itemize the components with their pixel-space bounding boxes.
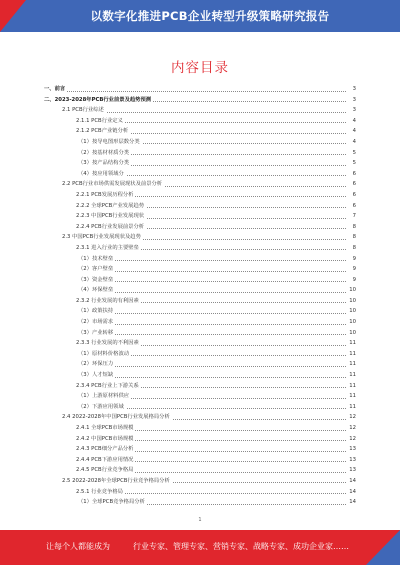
toc-entry-label: 2.1 PCB行业综述: [62, 105, 106, 116]
toc-entry-label: （4）环保壁垒: [78, 285, 115, 296]
toc-entry[interactable]: [44, 317, 356, 328]
toc-entry-label: 2.3 中国PCB行业发展现状及趋势: [62, 232, 143, 243]
toc-entry-page: 13: [346, 444, 356, 455]
toc-entry[interactable]: [44, 95, 356, 106]
toc-entry[interactable]: [44, 126, 356, 137]
toc-entry[interactable]: [44, 254, 356, 265]
toc-entry[interactable]: [44, 402, 356, 413]
toc-leader-dots: [78, 377, 348, 378]
toc-entry-label: 2.2.4 PCB行业发展前景分析: [76, 222, 146, 233]
toc-entry-label: 2.1.2 PCB产业链分析: [76, 126, 130, 137]
toc-entry[interactable]: [44, 465, 356, 476]
toc-entry-page: 10: [346, 285, 356, 296]
toc-entry-page: 10: [346, 296, 356, 307]
toc-entry[interactable]: [44, 306, 356, 317]
toc-entry-page: 11: [346, 359, 356, 370]
toc-entry-page: 6: [346, 190, 356, 201]
toc-entry[interactable]: [44, 169, 356, 180]
toc-entry[interactable]: [44, 455, 356, 466]
toc-entry[interactable]: [44, 412, 356, 423]
toc-entry-label: 2.3.3 行业发展的不利因素: [76, 338, 141, 349]
toc-entry[interactable]: [44, 444, 356, 455]
toc-leader-dots: [78, 366, 348, 367]
toc-entry[interactable]: [44, 285, 356, 296]
toc-entry-label: 2.2.3 中国PCB行业发展现状: [76, 211, 146, 222]
table-of-contents: [44, 84, 356, 508]
toc-entry-label: （1）上游原材料供应: [78, 391, 131, 402]
toc-entry-page: 5: [346, 148, 356, 159]
toc-entry-page: 11: [346, 402, 356, 413]
toc-entry-page: 10: [346, 306, 356, 317]
toc-entry-label: （2）市场需求: [78, 317, 115, 328]
toc-entry-page: 10: [346, 317, 356, 328]
toc-entry-page: 12: [346, 412, 356, 423]
toc-entry-page: 8: [346, 243, 356, 254]
toc-entry-page: 3: [346, 84, 356, 95]
toc-entry[interactable]: [44, 201, 356, 212]
toc-entry[interactable]: [44, 148, 356, 159]
footer-blue-corner: [366, 530, 400, 565]
toc-leader-dots: [78, 324, 348, 325]
header-red-corner: [0, 0, 26, 32]
toc-entry[interactable]: [44, 84, 356, 95]
toc-entry[interactable]: [44, 179, 356, 190]
toc-leader-dots: [78, 334, 348, 335]
toc-entry-label: （1）按导电图形层数分类: [78, 137, 142, 148]
footer-slogan-right: 行业专家、管理专家、营销专家、战略专家、成功企业家……: [133, 542, 349, 551]
toc-entry[interactable]: [44, 190, 356, 201]
toc-entry-label: （2）环保压力: [78, 359, 115, 370]
toc-entry-label: 2.2.2 全球PCB产业发展趋势: [76, 201, 146, 212]
toc-entry[interactable]: [44, 476, 356, 487]
toc-entry-page: 8: [346, 232, 356, 243]
toc-entry-label: （1）原材料价格波动: [78, 349, 131, 360]
toc-entry-label: 二、2023-2028年PCB行业前景及趋势预测: [44, 95, 153, 106]
toc-entry-page: 4: [346, 137, 356, 148]
toc-entry[interactable]: [44, 434, 356, 445]
toc-entry-page: 14: [346, 476, 356, 487]
toc-leader-dots: [78, 313, 348, 314]
toc-leader-dots: [78, 281, 348, 282]
toc-entry[interactable]: [44, 423, 356, 434]
toc-entry[interactable]: [44, 137, 356, 148]
toc-entry-label: （1）政策扶持: [78, 306, 115, 317]
toc-entry[interactable]: [44, 232, 356, 243]
toc-entry-label: 2.4.4 PCB下游应用情况: [76, 455, 135, 466]
toc-entry-label: （2）客户壁垒: [78, 264, 115, 275]
toc-entry[interactable]: [44, 264, 356, 275]
toc-entry-label: 2.4.2 中国PCB市场规模: [76, 434, 135, 445]
toc-entry[interactable]: [44, 370, 356, 381]
toc-entry-label: 一、前言: [44, 84, 67, 95]
toc-entry[interactable]: [44, 275, 356, 286]
toc-entry-label: 2.2.1 PCB发展历程分析: [76, 190, 135, 201]
toc-entry[interactable]: [44, 381, 356, 392]
toc-entry-page: 13: [346, 465, 356, 476]
toc-entry[interactable]: [44, 116, 356, 127]
toc-entry[interactable]: [44, 222, 356, 233]
toc-entry-page: 9: [346, 275, 356, 286]
toc-entry-page: 11: [346, 391, 356, 402]
toc-entry-page: 9: [346, 264, 356, 275]
toc-entry[interactable]: [44, 349, 356, 360]
toc-entry[interactable]: [44, 296, 356, 307]
toc-entry-page: 11: [346, 338, 356, 349]
toc-entry[interactable]: [44, 497, 356, 508]
toc-entry-page: 6: [346, 169, 356, 180]
toc-entry[interactable]: [44, 211, 356, 222]
toc-entry-label: （3）产业转移: [78, 328, 115, 339]
toc-entry-label: 2.4 2022-2028年中国PCB行业发展格局分析: [62, 412, 172, 423]
toc-entry-page: 4: [346, 126, 356, 137]
toc-leader-dots: [44, 91, 348, 92]
toc-entry-label: （4）按应用领域分: [78, 169, 126, 180]
toc-entry-page: 6: [346, 201, 356, 212]
toc-entry-label: （3）按产品结构分类: [78, 158, 131, 169]
toc-entry[interactable]: [44, 243, 356, 254]
toc-entry-page: 5: [346, 158, 356, 169]
toc-entry-label: 2.5.1 行业竞争格局: [76, 487, 125, 498]
toc-entry-page: 10: [346, 328, 356, 339]
toc-entry-page: 14: [346, 497, 356, 508]
toc-entry-page: 7: [346, 211, 356, 222]
toc-entry-page: 3: [346, 95, 356, 106]
footer-slogan-left: 让每个人都能成为: [46, 542, 110, 551]
toc-entry-label: 2.5 2022-2028年全球PCB行业竞争格局分析: [62, 476, 172, 487]
toc-entry-page: 11: [346, 381, 356, 392]
toc-entry-label: 2.4.5 PCB行业竞争格局: [76, 465, 135, 476]
toc-entry-label: （3）人才短缺: [78, 370, 115, 381]
toc-entry-page: 11: [346, 349, 356, 360]
toc-entry-label: （2）按基材材质分类: [78, 148, 131, 159]
toc-entry-label: （1）技术壁垒: [78, 254, 115, 265]
toc-entry-page: 11: [346, 370, 356, 381]
toc-entry-page: 12: [346, 423, 356, 434]
page-number: 1: [198, 517, 202, 523]
toc-entry-page: 13: [346, 455, 356, 466]
toc-entry[interactable]: [44, 338, 356, 349]
toc-entry[interactable]: [44, 391, 356, 402]
toc-leader-dots: [78, 260, 348, 261]
toc-entry-label: 2.3.4 PCB行业上下游关系: [76, 381, 141, 392]
toc-entry-label: 2.4.1 全球PCB市场规模: [76, 423, 135, 434]
toc-entry[interactable]: [44, 105, 356, 116]
toc-entry-label: 2.1.1 PCB行业定义: [76, 116, 125, 127]
toc-entry-page: 4: [346, 116, 356, 127]
toc-entry-page: 14: [346, 487, 356, 498]
toc-entry[interactable]: [44, 328, 356, 339]
toc-entry-label: 2.4.3 PCB细分产品分析: [76, 444, 135, 455]
toc-entry-label: （1）全球PCB竞争格局分析: [78, 497, 147, 508]
toc-entry-page: 12: [346, 434, 356, 445]
toc-entry-label: 2.3.1 进入行业的主要壁垒: [76, 243, 141, 254]
toc-entry[interactable]: [44, 487, 356, 498]
toc-entry[interactable]: [44, 359, 356, 370]
toc-heading: 内容目录: [171, 60, 229, 76]
toc-entry-label: （2）下游应用领域: [78, 402, 126, 413]
toc-entry-label: （3）资金壁垒: [78, 275, 115, 286]
toc-leader-dots: [78, 292, 348, 293]
toc-entry-page: 3: [346, 105, 356, 116]
toc-entry-label: 2.2 PCB行业市场供需发展现状及前景分析: [62, 179, 164, 190]
toc-entry-label: 2.3.2 行业发展的有利因素: [76, 296, 141, 307]
toc-entry[interactable]: [44, 158, 356, 169]
toc-entry-page: 6: [346, 179, 356, 190]
report-title: 以数字化推进PCB企业转型升级策略研究报告: [90, 9, 330, 23]
toc-leader-dots: [78, 271, 348, 272]
toc-entry-page: 8: [346, 222, 356, 233]
toc-entry-page: 9: [346, 254, 356, 265]
